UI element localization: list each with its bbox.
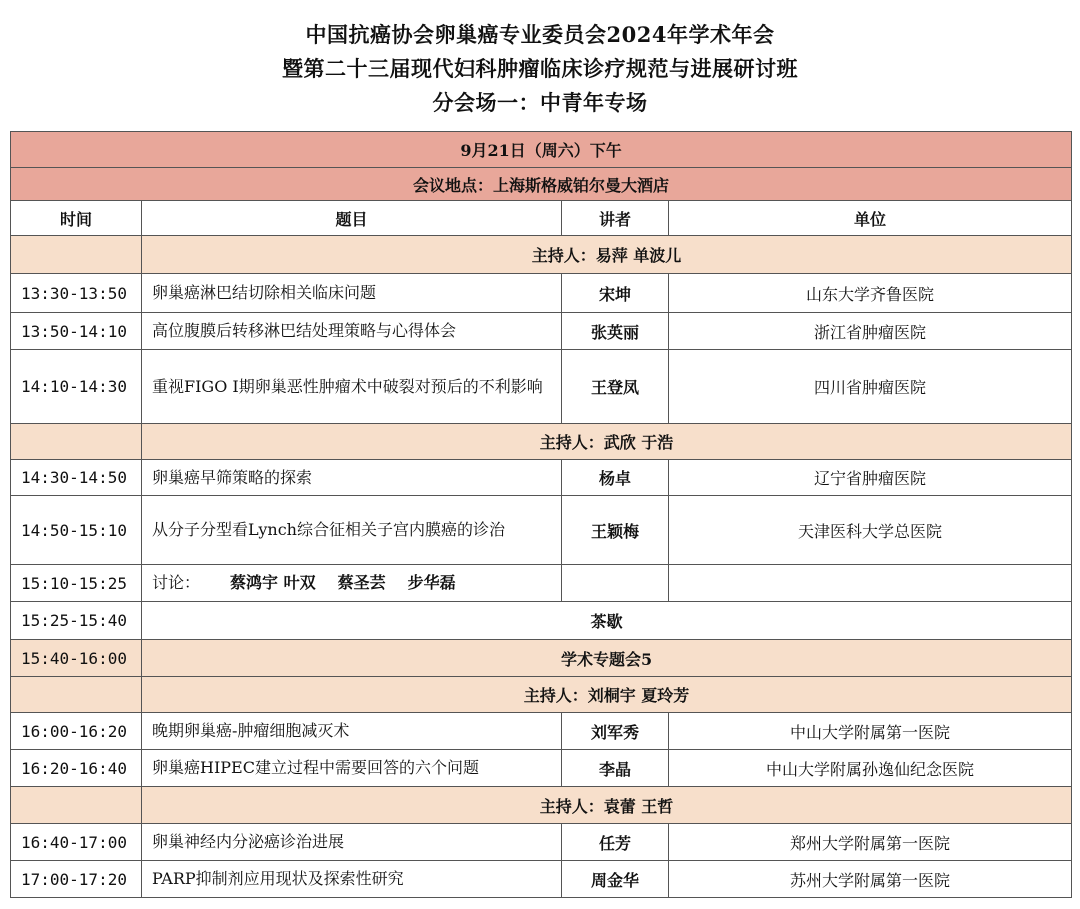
schedule-table [10,131,1072,898]
row-topic: 卵巢癌HIPEC建立过程中需要回答的六个问题 [142,750,562,787]
moderator-row [11,236,1072,274]
row-speaker: 张英丽 [562,313,669,350]
row-unit: 四川省肿瘤医院 [669,350,1072,424]
row-unit: 天津医科大学总医院 [669,496,1072,565]
row-time: 13:50-14:10 [11,313,142,350]
moderator-row [11,677,1072,713]
row-topic: 晚期卵巢癌-肿瘤细胞减灭术 [142,713,562,750]
table-row [11,460,1072,496]
discussion-name: 蔡鸿宇 叶双 [230,573,316,592]
row-topic: 卵巢癌早筛策略的探索 [142,460,562,496]
row-unit: 郑州大学附属第一医院 [669,824,1072,861]
moderator-time-cell [11,677,142,713]
discussion-name: 步华磊 [407,573,456,592]
table-row [11,274,1072,313]
row-speaker: 杨卓 [562,460,669,496]
session-date: 9月21日（周六）下午 [11,132,1072,168]
discussion-name: 蔡圣芸 [337,573,386,592]
discussion-label: 讨论： [152,573,201,592]
special-session-time: 15:40-16:00 [11,640,142,677]
discussion-time: 15:10-15:25 [11,565,142,602]
table-row [11,824,1072,861]
session-venue: 会议地点：上海斯格威铂尔曼大酒店 [11,168,1072,201]
table-row [11,750,1072,787]
moderators: 主持人：刘桐宇 夏玲芳 [142,677,1072,713]
row-unit: 山东大学齐鲁医院 [669,274,1072,313]
moderator-time-cell [11,424,142,460]
tea-break: 茶歇 [142,602,1072,640]
row-topic: PARP抑制剂应用现状及探索性研究 [142,861,562,898]
row-unit: 浙江省肿瘤医院 [669,313,1072,350]
row-speaker: 王登凤 [562,350,669,424]
discussion-cell [142,565,562,602]
row-speaker: 任芳 [562,824,669,861]
row-speaker: 周金华 [562,861,669,898]
moderator-row [11,424,1072,460]
row-speaker: 宋坤 [562,274,669,313]
table-row [11,350,1072,424]
row-topic: 重视FIGO I期卵巢恶性肿瘤术中破裂对预后的不利影响 [142,350,562,424]
row-time: 14:50-15:10 [11,496,142,565]
moderator-time-cell [11,787,142,824]
row-topic: 高位腹膜后转移淋巴结处理策略与心得体会 [142,313,562,350]
title-line-3: 分会场一：中青年专场 [432,90,648,115]
row-time: 14:10-14:30 [11,350,142,424]
moderator-time-cell [11,236,142,274]
row-time: 13:30-13:50 [11,274,142,313]
column-header-unit: 单位 [669,201,1072,236]
table-row [11,313,1072,350]
row-time: 16:00-16:20 [11,713,142,750]
column-header-topic: 题目 [142,201,562,236]
row-topic: 从分子分型看Lynch综合征相关子宫内膜癌的诊治 [142,496,562,565]
row-unit: 辽宁省肿瘤医院 [669,460,1072,496]
moderators: 主持人：易萍 单波儿 [142,236,1072,274]
row-unit: 苏州大学附属第一医院 [669,861,1072,898]
title-line-1: 中国抗癌协会卵巢癌专业委员会2024年学术年会 [305,22,775,47]
break-row [11,602,1072,640]
row-topic: 卵巢癌淋巴结切除相关临床问题 [142,274,562,313]
empty-cell [669,565,1072,602]
date-banner-row [11,132,1072,168]
row-speaker: 李晶 [562,750,669,787]
moderators: 主持人：袁蕾 王哲 [142,787,1072,824]
empty-cell [562,565,669,602]
column-header-row [11,201,1072,236]
row-time: 16:20-16:40 [11,750,142,787]
break-time: 15:25-15:40 [11,602,142,640]
table-row [11,861,1072,898]
row-speaker: 王颖梅 [562,496,669,565]
row-speaker: 刘军秀 [562,713,669,750]
moderator-row [11,787,1072,824]
title-line-2: 暨第二十三届现代妇科肿瘤临床诊疗规范与进展研讨班 [282,56,798,81]
special-session-title: 学术专题会5 [142,640,1072,677]
row-time: 17:00-17:20 [11,861,142,898]
table-row [11,496,1072,565]
row-unit: 中山大学附属孙逸仙纪念医院 [669,750,1072,787]
document-title-block [0,18,1080,120]
moderators: 主持人：武欣 于浩 [142,424,1072,460]
column-header-time: 时间 [11,201,142,236]
table-row [11,713,1072,750]
row-unit: 中山大学附属第一医院 [669,713,1072,750]
row-topic: 卵巢神经内分泌癌诊治进展 [142,824,562,861]
row-time: 16:40-17:00 [11,824,142,861]
venue-banner-row [11,168,1072,201]
column-header-speaker: 讲者 [562,201,669,236]
row-time: 14:30-14:50 [11,460,142,496]
discussion-row [11,565,1072,602]
special-session-row [11,640,1072,677]
